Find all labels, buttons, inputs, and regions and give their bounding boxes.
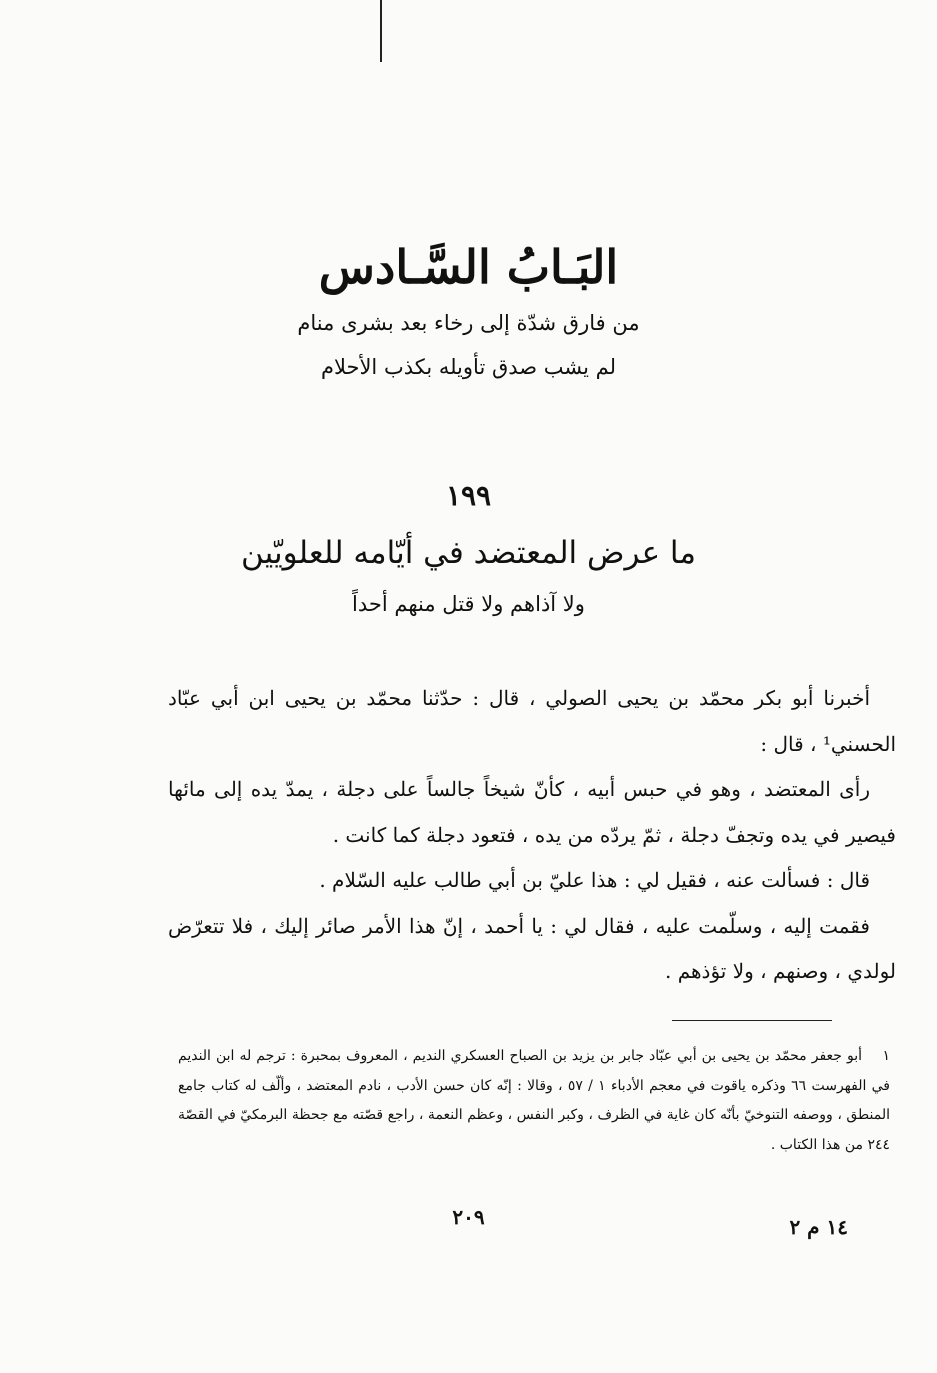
gutter-line: [380, 0, 382, 62]
body-paragraph-4: فقمت إليه ، وسلّمت عليه ، فقال لي : يا أحمد ، إنّ هذا الأمر صائر إليك ، فلا تتعرّض لولدي ، وصنهم ، ولا تؤذهم .: [168, 913, 896, 983]
printer-signature: ١٤ م ٢: [789, 1215, 848, 1239]
story-subtitle: ولا آذاهم ولا قتل منهم أحداً: [352, 592, 585, 616]
footnote-text: أبو جعفر محمّد بن يحيى بن أبي عبّاد جابر بن يزيد بن الصباح العسكري النديم ، المعروف بمحبرة : ترجم له ابن النديم في الفهرست ٦٦ وذكره ياقوت في معجم الأدباء ١ / ٥٧ ، وقالا : إنّه كان حسن الأدب ، نادم المعتضد ، وألّف له كتاب جامع المنطق ، ووصفه التنوخيّ بأنّه كان غاية في الظرف ، وكبر النفس ، وعظم النعمة ، راجع قصّته مع جحظة البرمكيّ في القصّة ٢٤٤ من هذا الكتاب .: [178, 1048, 890, 1153]
body-paragraph-2: رأى المعتضد ، وهو في حبس أبيه ، كأنّ شيخاً جالساً على دجلة ، يمدّ يده إلى مائها فيصير في يده وتجفّ دجلة ، ثمّ يردّه من يده ، فتعود دجلة كما كانت .: [168, 777, 896, 847]
page-number: ٢٠٩: [452, 1205, 485, 1229]
chapter-subtitle-line2: لم يشب صدق تأويله بكذب الأحلام: [320, 355, 617, 379]
story-title: ما عرض المعتضد في أيّامه للعلويّين: [241, 535, 696, 571]
chapter-subtitle-line1: من فارق شدّة إلى رخاء بعد بشرى منام: [297, 311, 640, 335]
footnote-divider: [672, 1020, 832, 1021]
body-text: [168, 676, 896, 995]
story-number: ١٩٩: [445, 479, 492, 512]
footnote-marker: ١: [882, 1048, 890, 1064]
body-paragraph-3: قال : فسألت عنه ، فقيل لي : هذا عليّ بن أبي طالب عليه السّلام .: [319, 868, 870, 892]
chapter-title: البَـابُ السَّـادس: [318, 240, 619, 294]
footnote: [178, 1042, 890, 1160]
body-paragraph-1: أخبرنا أبو بكر محمّد بن يحيى الصولي ، قال : حدّثنا محمّد بن يحيى ابن أبي عبّاد الحسني¹ ، قال :: [168, 686, 896, 756]
